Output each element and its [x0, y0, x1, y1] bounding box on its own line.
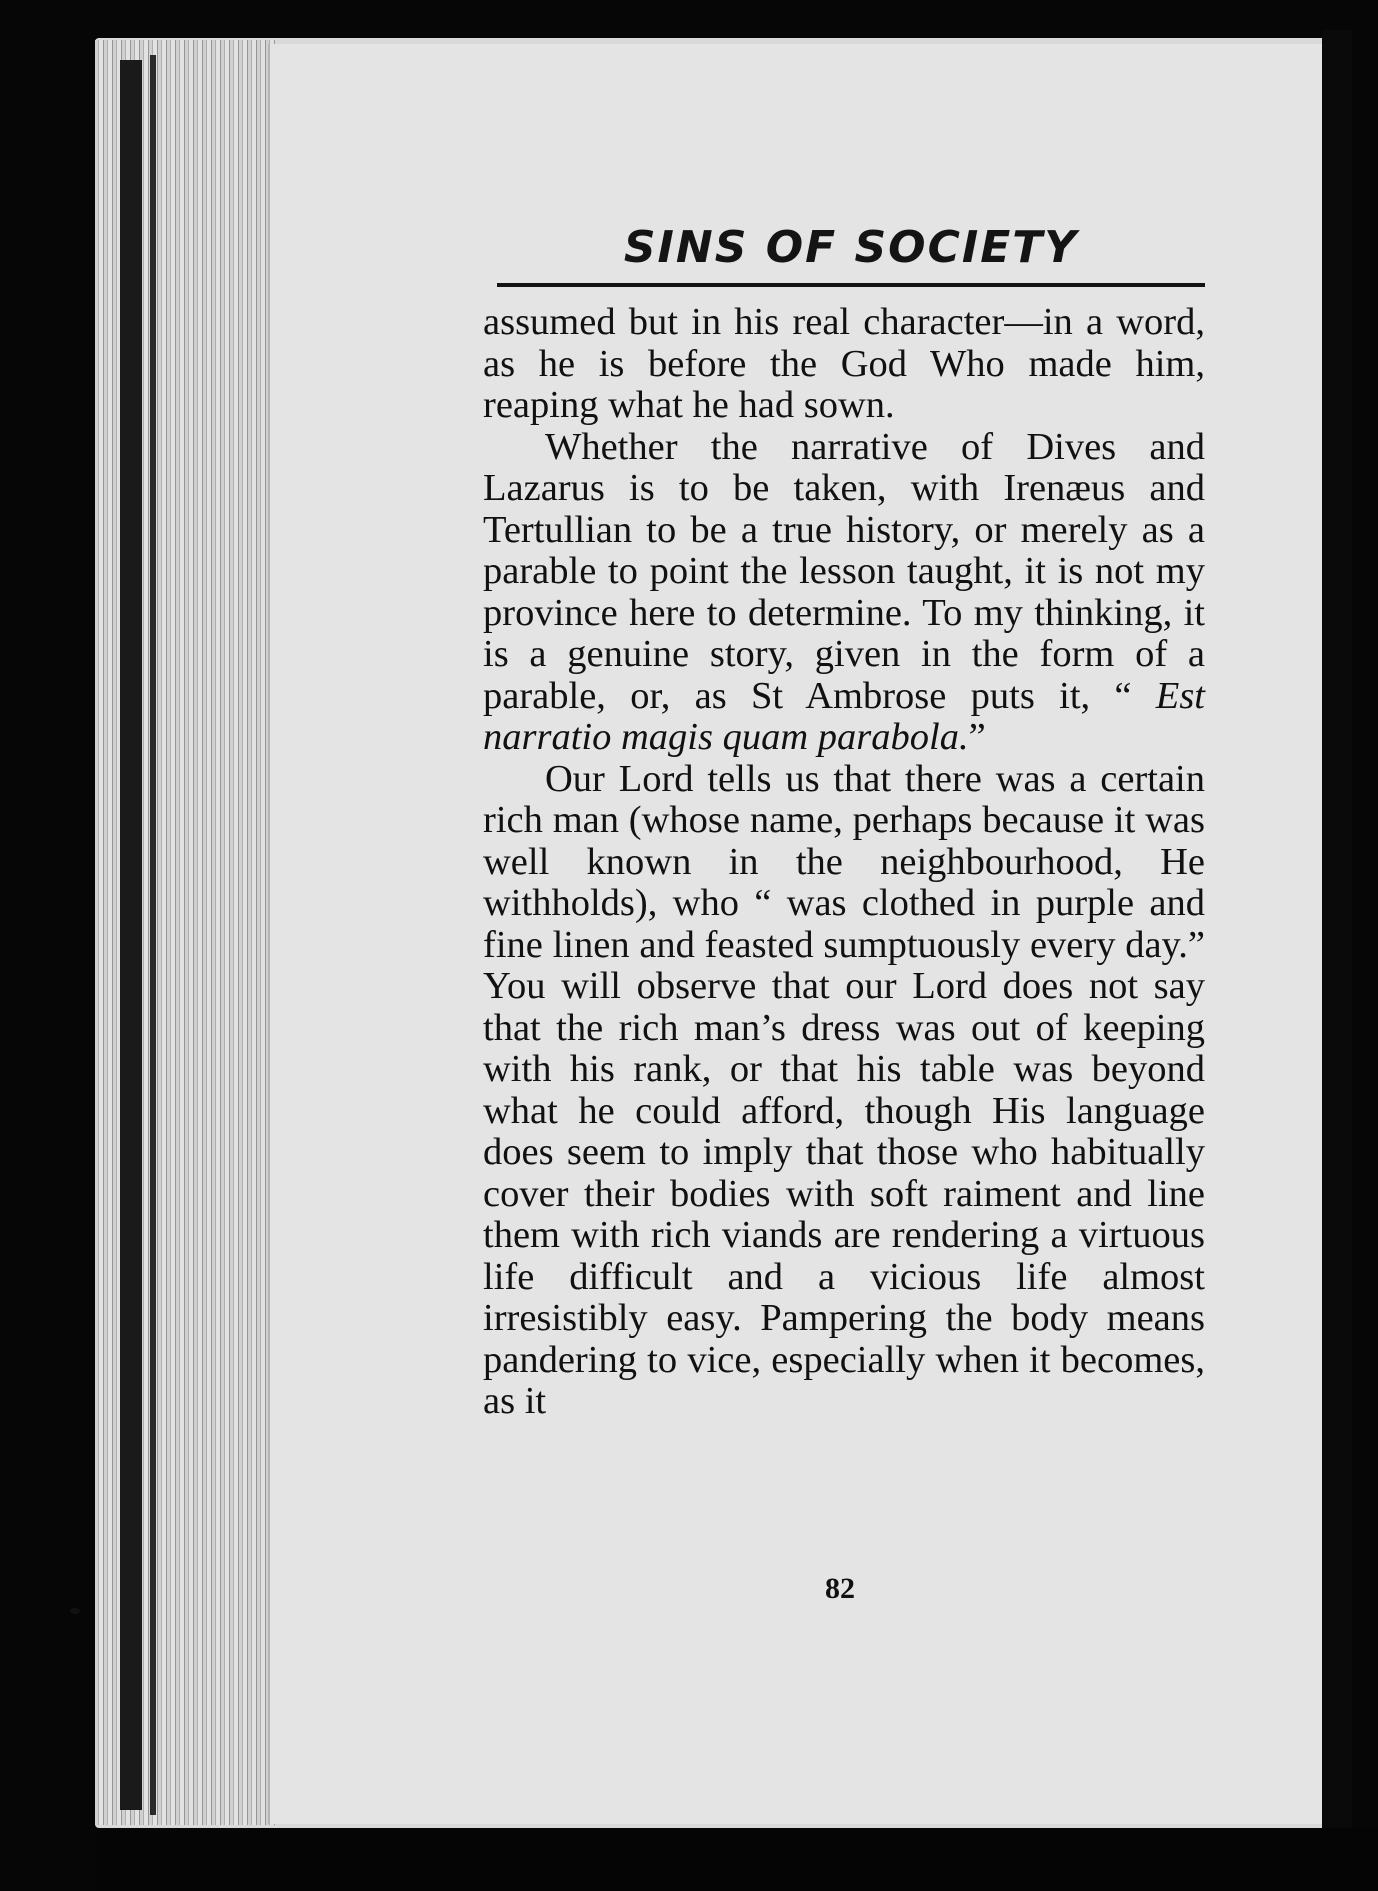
bottom-shadow — [95, 1828, 1378, 1891]
paragraph-1-text: assumed but in his real character—in a word, as he is before the God Who made him, reaping what he had sown. — [483, 301, 1205, 426]
paragraph-3 — [483, 759, 1205, 1423]
page-number: 82 — [825, 1572, 855, 1605]
paragraph-2-closing-quote: ” — [968, 716, 986, 758]
body-text — [483, 302, 1205, 1423]
book-edge-shadow — [120, 60, 142, 1810]
running-head: SINS OF SOCIETY — [623, 222, 1079, 273]
header-rule — [497, 283, 1205, 287]
paragraph-3-text: Our Lord tells us that there was a certain rich man (whose name, perhaps because it was well known in the neighbourhood, He withholds), who “ was clothed in purple and fine linen and feasted sumptuously every day.” You will observe that our Lord does not say that the rich man’s dress was out of keeping with his rank, or that his table was beyond what he could afford, though His language does seem to imply that those who habitually cover their bodies with soft raiment and line them with rich viands are rendering a virtuous life difficult and a vicious life almost irresistibly easy. Pampering the body means pandering to vice, especially when it becomes, as it — [483, 757, 1205, 1422]
paragraph-1 — [483, 302, 1205, 427]
paragraph-2 — [483, 427, 1205, 759]
paragraph-2-latin-quote: Est narratio magis quam parabola. — [483, 674, 1205, 758]
book-edge-line — [150, 55, 156, 1815]
dust-speck — [70, 1608, 80, 1614]
gutter-shadow — [1322, 30, 1352, 1830]
paragraph-2-text: Whether the narrative of Dives and Lazarus is to be taken, with Irenæus and Tertullian to be a true history, or merely as a parable to point the lesson taught, it is not my province here to determine. To my thinking, it is a genuine story, given in the form of a parable, or, as St Ambrose puts it, “ — [483, 425, 1205, 717]
